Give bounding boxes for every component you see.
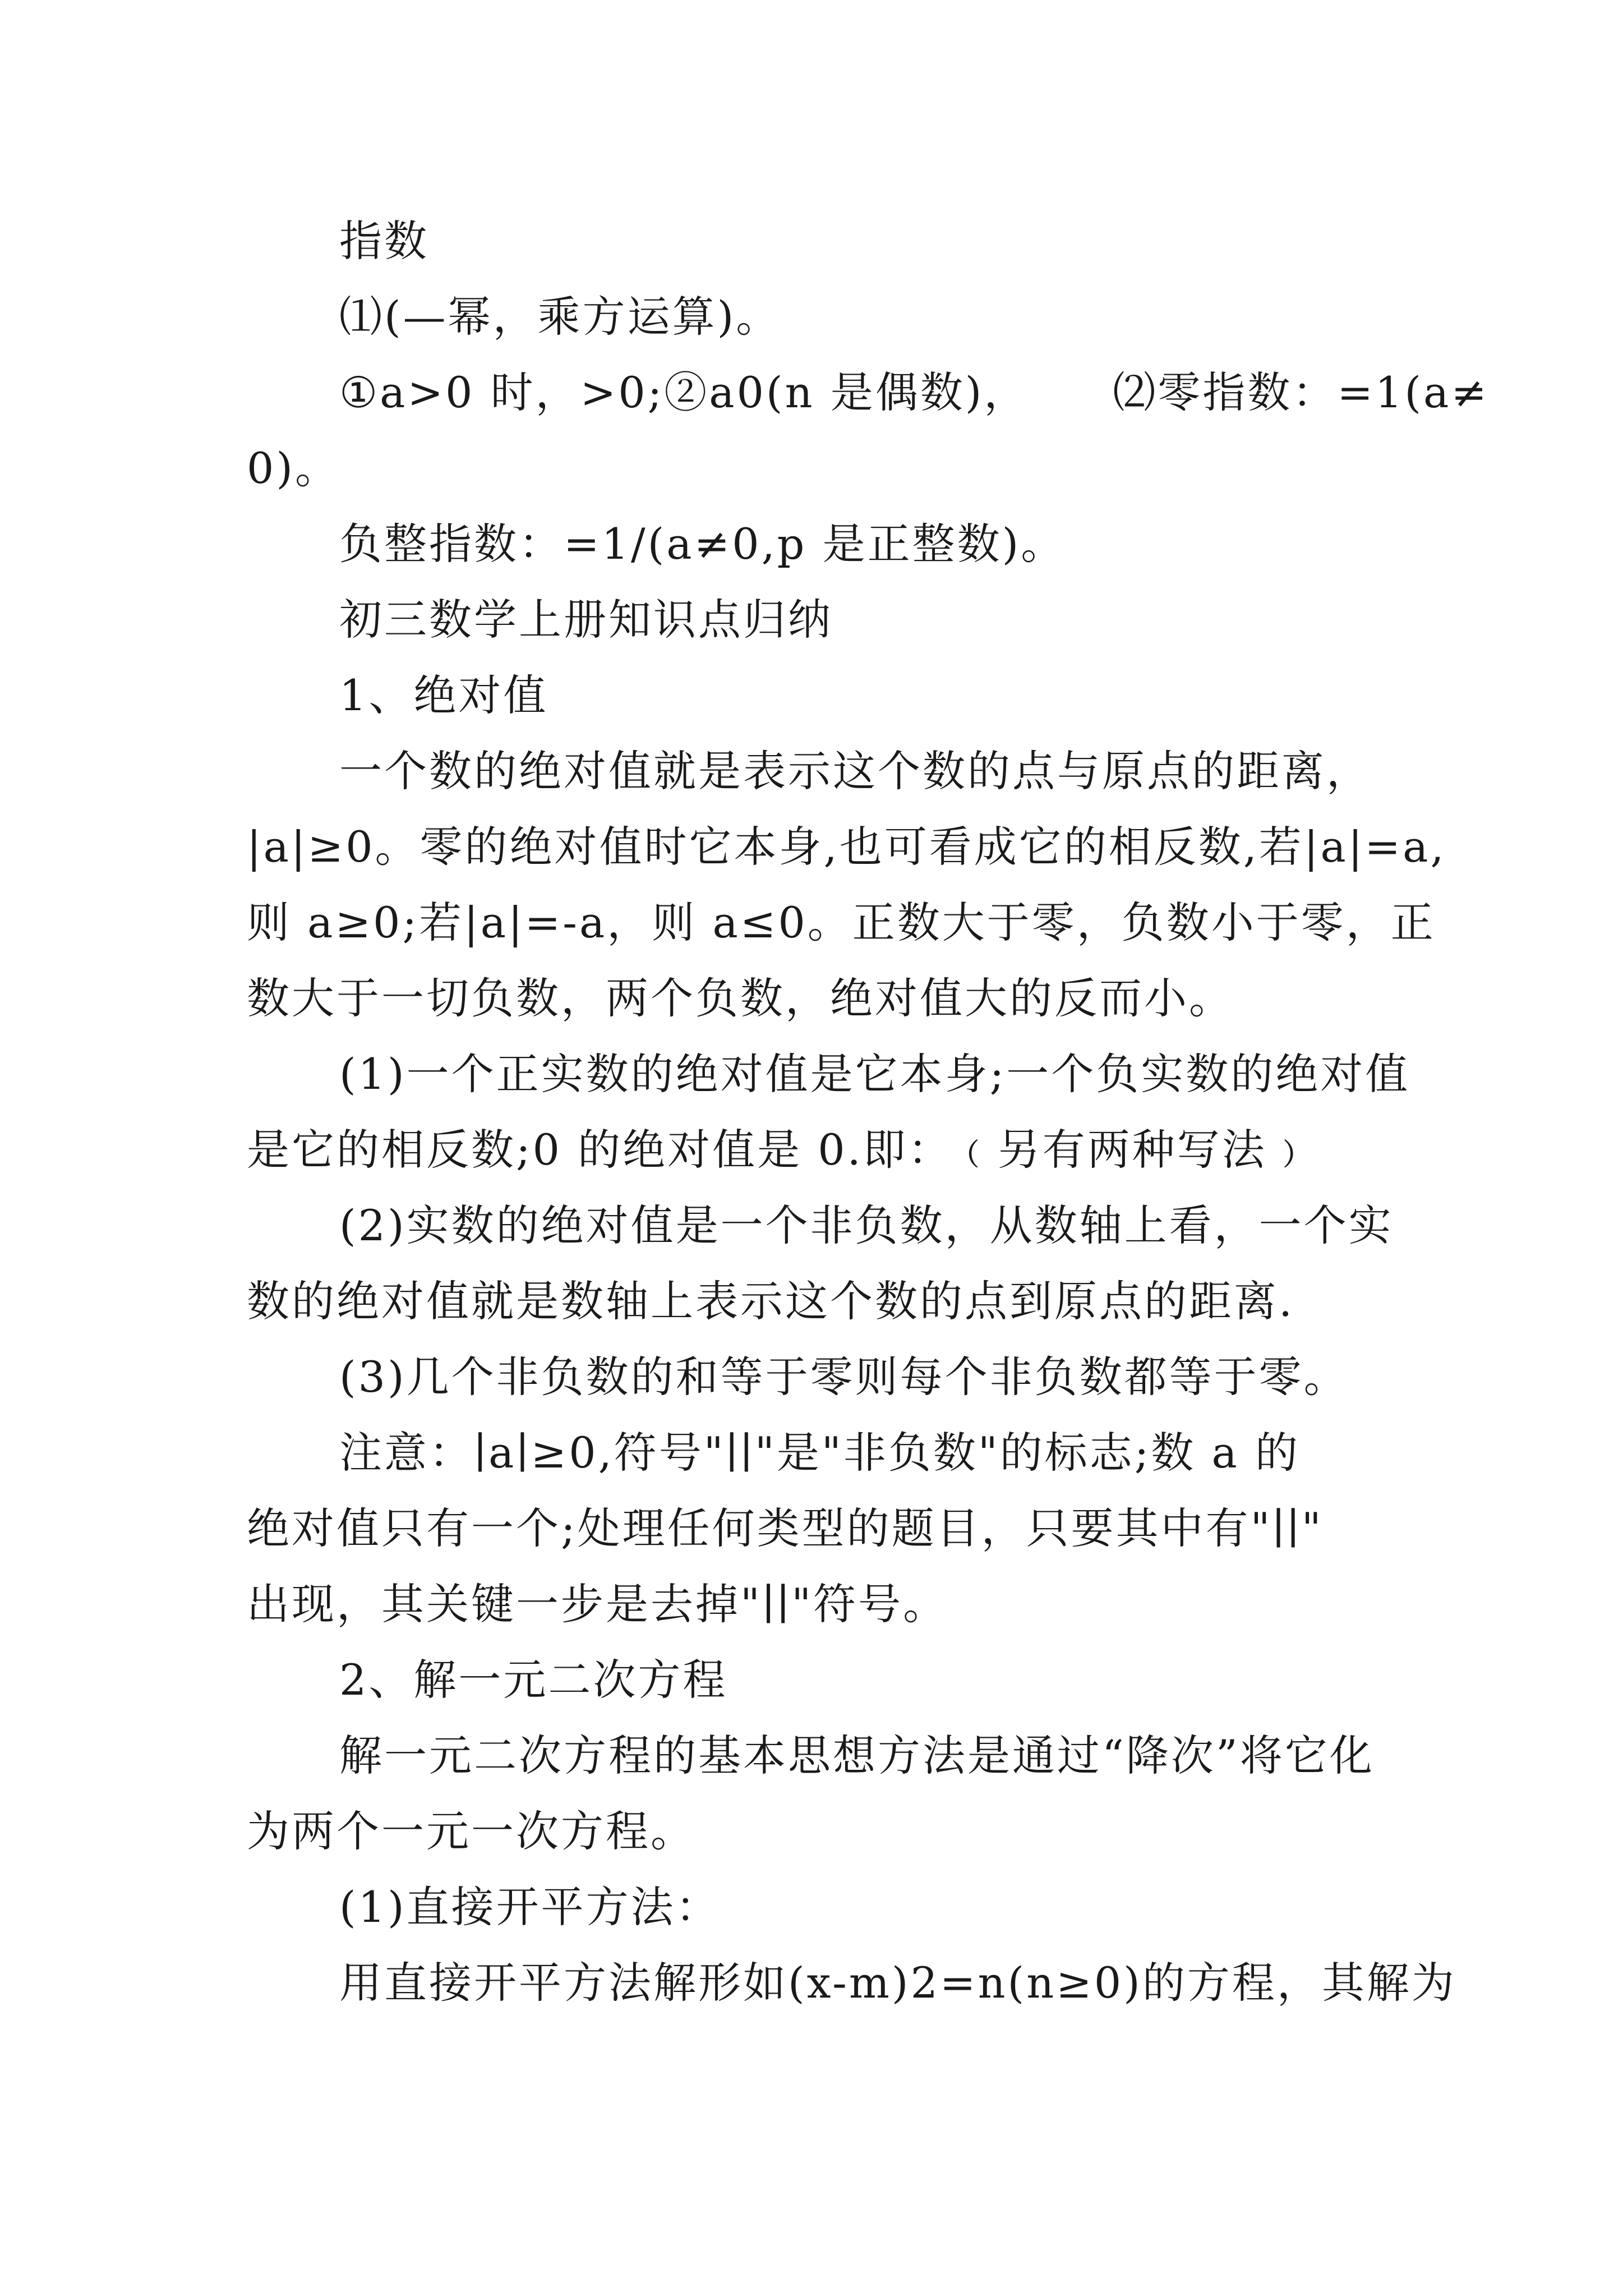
paragraph-line: (1)一个正实数的绝对值是它本身;一个负实数的绝对值 — [339, 1049, 1410, 1099]
paragraph-line: 解一元二次方程的基本思想方法是通过“降次”将它化 — [339, 1731, 1375, 1780]
line-segment: ①a>0 时，>0;②a0(n 是偶数)， — [339, 367, 1029, 417]
paragraph-line — [339, 365, 1489, 421]
paragraph-line: 一个数的绝对值就是表示这个数的点与原点的距离， — [339, 746, 1371, 796]
paragraph-line: (3)几个非负数的和等于零则每个非负数都等于零。 — [339, 1352, 1349, 1402]
paragraph-line: 用直接开平方法解形如(x-m)2=n(n≥0)的方程，其解为 — [339, 1958, 1456, 2008]
line-segment: ⑵零指数：=1(a≠ — [1113, 367, 1490, 417]
paragraph-line: 负整指数：=1/(a≠0,p 是正整数)。 — [339, 519, 1066, 569]
section-title: 初三数学上册知识点归纳 — [339, 595, 833, 645]
paragraph-line: 出现，其关键一步是去掉"∣∣"符号。 — [247, 1579, 948, 1629]
paragraph-line: 是它的相反数;0 的绝对值是 0.即：﹙另有两种写法﹚ — [247, 1125, 1312, 1175]
paragraph-line: |a|≥0。零的绝对值时它本身,也可看成它的相反数,若|a|=a, — [247, 822, 1446, 872]
paragraph-line: ⑴(—幂，乘方运算)。 — [339, 292, 781, 342]
paragraph-line: (2)实数的绝对值是一个非负数，从数轴上看，一个实 — [339, 1200, 1394, 1250]
heading-exponent: 指数 — [339, 216, 429, 266]
paragraph-line: 绝对值只有一个;处理任何类型的题目，只要其中有"∣∣" — [247, 1503, 1324, 1553]
heading-absolute-value: 1、绝对值 — [339, 670, 548, 720]
paragraph-line: 注意：∣a∣≥0,符号"∣∣"是"非负数"的标志;数 a 的 — [339, 1428, 1301, 1478]
paragraph-line: 则 a≥0;若|a|=-a，则 a≤0。正数大于零，负数小于零，正 — [247, 898, 1436, 947]
paragraph-line: (1)直接开平方法： — [339, 1882, 721, 1932]
paragraph-line: 数的绝对值就是数轴上表示这个数的点到原点的距离. — [247, 1276, 1295, 1326]
paragraph-line: 0)。 — [247, 443, 340, 493]
paragraph-line: 为两个一元一次方程。 — [247, 1806, 695, 1856]
heading-quadratic-equation: 2、解一元二次方程 — [339, 1655, 728, 1705]
paragraph-line: 数大于一切负数，两个负数，绝对值大的反而小。 — [247, 973, 1234, 1023]
